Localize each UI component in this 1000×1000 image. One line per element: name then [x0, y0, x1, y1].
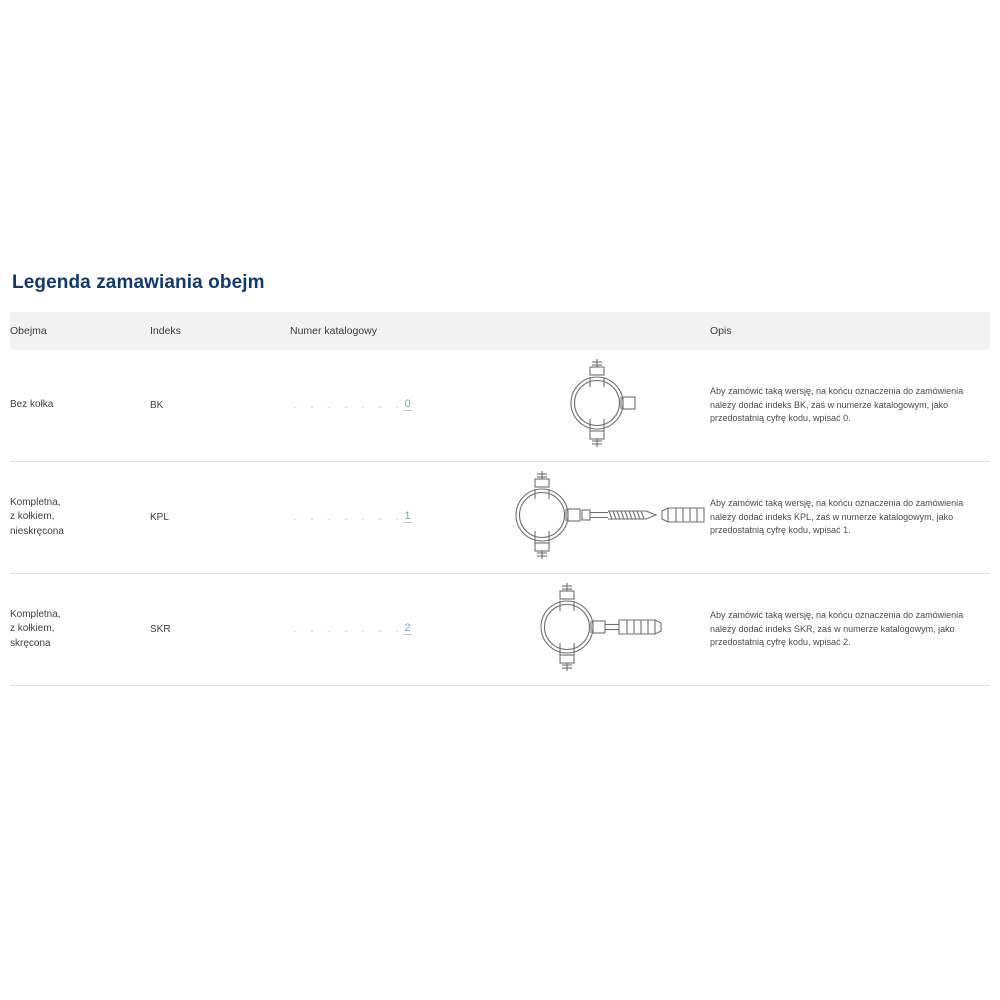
catalog-number-dashes: - - - - - - - — [292, 402, 403, 414]
opis-text: Aby zamówić taką wersję, na końcu oznaczenia do zamówienia należy dodać indeks KPL, zaś w numerze katalogowym, jako przedostatnią cyfrę kodu, wpisać 1. — [710, 498, 964, 536]
table-row — [10, 462, 990, 574]
obejma-label-line1: Kompletna, — [10, 608, 61, 620]
catalog-number-dashes: - - - - - - - — [292, 514, 403, 526]
cell-rysunek — [490, 574, 710, 686]
cell-obejma — [10, 462, 150, 574]
obejma-label-line1: Kompletna, — [10, 496, 61, 508]
catalog-number — [292, 621, 412, 638]
opis-text: Aby zamówić taką wersję, na końcu oznaczenia do zamówienia należy dodać indeks BK, zaś w numerze katalogowym, jako przedostatnią cyfrę kodu, wpisać 0. — [710, 386, 964, 424]
catalog-number-dashes: - - - - - - - — [292, 626, 403, 638]
cell-opis — [710, 574, 990, 686]
cell-indeks — [150, 574, 290, 686]
indeks-label: KPL — [150, 512, 169, 523]
clamp-without-anchor-icon — [545, 353, 655, 453]
obejma-label-line2: z kołkiem, — [10, 623, 55, 635]
obejma-label-line3: nieskręcona — [10, 525, 64, 537]
cell-opis — [710, 350, 990, 462]
catalog-number — [292, 397, 412, 414]
cell-obejma — [10, 574, 150, 686]
obejma-label-line3: skręcona — [10, 637, 51, 649]
opis-text: Aby zamówić taką wersję, na końcu oznaczenia do zamówienia należy dodać indeks SKR, zaś w numerze katalogowym, jako przedostatnią cyfrę kodu, wpisać 2. — [710, 610, 964, 648]
cell-numer-katalogowy — [290, 350, 490, 462]
obejma-label-line2: z kołkiem, — [10, 511, 55, 523]
column-header-rysunek — [490, 312, 710, 350]
table-row — [10, 574, 990, 686]
column-header-indeks: Indeks — [150, 312, 290, 350]
cell-numer-katalogowy — [290, 462, 490, 574]
table-body — [10, 350, 990, 686]
indeks-label: BK — [150, 400, 164, 411]
catalog-number — [292, 509, 412, 526]
table-row — [10, 350, 990, 462]
cell-obejma — [10, 350, 150, 462]
table-header — [10, 312, 990, 350]
cell-rysunek — [490, 350, 710, 462]
indeks-label: SKR — [150, 624, 171, 635]
clamp-with-assembled-anchor-icon — [515, 577, 685, 677]
cell-numer-katalogowy — [290, 574, 490, 686]
column-header-obejma: Obejma — [10, 312, 150, 350]
table-header-row — [10, 312, 990, 350]
obejma-label: Bez kołka — [10, 399, 54, 411]
clamp-with-loose-anchor-icon — [490, 465, 710, 565]
page-title: Legenda zamawiania obejm — [12, 272, 265, 293]
legend-table — [10, 312, 990, 686]
cell-rysunek — [490, 462, 710, 574]
column-header-opis: Opis — [710, 312, 990, 350]
column-header-numer-katalogowy: Numer katalogowy — [290, 312, 490, 350]
catalog-number-digit: 1 — [404, 509, 412, 522]
cell-indeks — [150, 350, 290, 462]
cell-opis — [710, 462, 990, 574]
legend-section — [10, 272, 990, 686]
catalog-number-digit: 0 — [404, 397, 412, 410]
catalog-number-digit: 2 — [404, 621, 412, 634]
cell-indeks — [150, 462, 290, 574]
